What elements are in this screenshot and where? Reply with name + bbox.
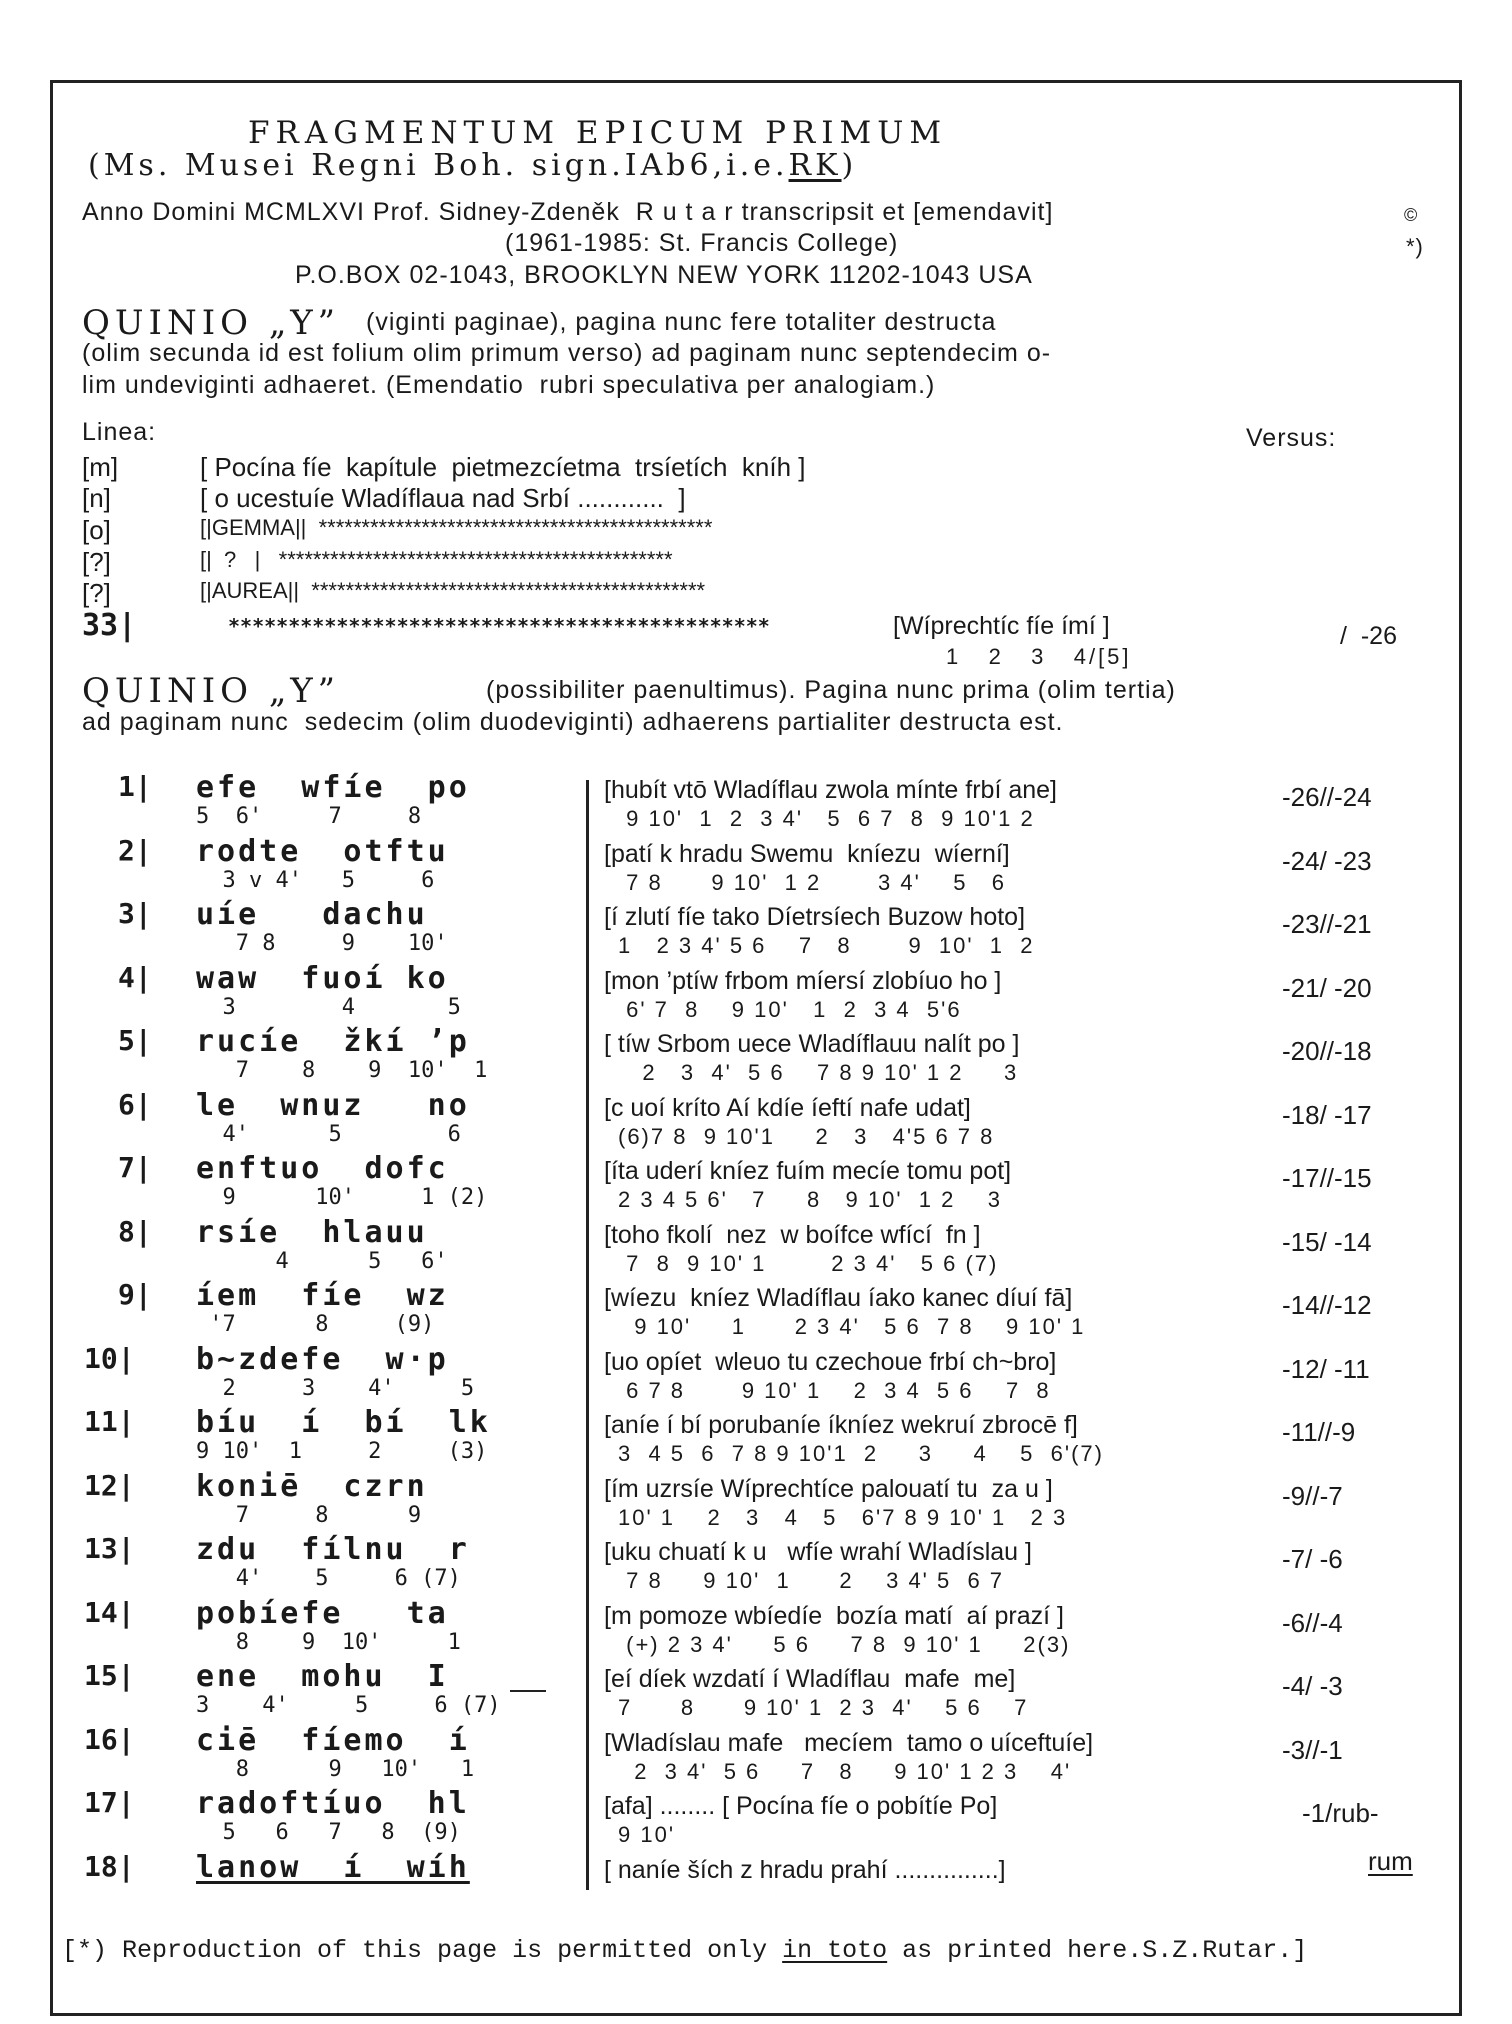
emend-num: [n] — [82, 483, 111, 513]
reconstructed-text: [toho fkolí nez w boífce wfící fn ] — [604, 1221, 981, 1249]
verse-fragment: ciē fíemo í — [196, 1723, 470, 1758]
quinio1-text-2: (olim secunda id est folium olim primum verso) ad paginam nunc septendecim o- — [82, 339, 1052, 367]
line-number: 15| — [84, 1659, 135, 1692]
line-number: 11| — [84, 1405, 135, 1438]
underline-mark — [510, 1690, 546, 1692]
verse-fragment: rodte otftu — [196, 834, 449, 869]
reconstructed-numbers: (+) 2 3 4' 5 6 7 8 9 10' 1 2(3) — [618, 1632, 1071, 1657]
line-number: 12| — [84, 1469, 135, 1502]
syllable-numbers: 4' 5 6 (7) — [196, 1566, 461, 1591]
verse-fragment: koniē czrn — [196, 1469, 428, 1504]
reconstructed-text: [Wladíslau mafe mecíem tamo o uíceftuíe] — [604, 1729, 1094, 1757]
line-number: 7| — [118, 1151, 152, 1184]
reconstructed-numbers: 6 7 8 9 10' 1 2 3 4 5 6 7 8 — [618, 1378, 1051, 1403]
verse-fragment: uíe dachu — [196, 897, 428, 932]
versus-range: -18/ -17 — [1282, 1100, 1372, 1130]
emend-line: [| ? | ********************************************** — [200, 547, 673, 572]
reconstructed-numbers: (6)7 8 9 10'1 2 3 4'5 6 7 8 — [618, 1124, 995, 1149]
reconstructed-text: [afa] ........ [ Pocína fíe o pobítíe Po] — [604, 1792, 998, 1820]
reconstructed-text: [í zlutí fíe tako Díetrsíech Buzow hoto] — [604, 903, 1026, 931]
reconstructed-text: [mon ’ptíw frbom míersí zlobíuo ho ] — [604, 967, 1002, 995]
line33-numbers: 1 2 3 4/[5] — [946, 644, 1132, 669]
ms-close: ) — [841, 148, 858, 183]
reconstructed-numbers: 9 10' 1 2 3 4' 5 6 7 8 9 10' 1 — [618, 1314, 1086, 1339]
address-line: P.O.BOX 02-1043, BROOKLYN NEW YORK 11202-1043 USA — [295, 261, 1033, 289]
copyright-mark: © — [1404, 205, 1419, 225]
verse-fragment: le wnuz no — [196, 1088, 470, 1123]
reconstructed-numbers: 3 4 5 6 7 8 9 10'1 2 3 4 5 6'(7) — [618, 1441, 1104, 1466]
verse-fragment: rsíe hlauu — [196, 1215, 428, 1250]
reconstructed-numbers: 1 2 3 4' 5 6 7 8 9 10' 1 2 — [618, 933, 1035, 958]
syllable-numbers: 9 10' 1 (2) — [196, 1185, 488, 1210]
line33-versus: / -26 — [1340, 622, 1397, 650]
emend-num: [o] — [82, 515, 111, 545]
reconstructed-text: [uku chuatí k u wfíe wrahí Wladíslau ] — [604, 1538, 1032, 1566]
reconstructed-numbers: 10' 1 2 3 4 5 6'7 8 9 10' 1 2 3 — [618, 1505, 1068, 1530]
versus-range: -14//-12 — [1282, 1290, 1372, 1320]
syllable-numbers: 7 8 9 10' — [196, 931, 448, 956]
emend-line: [|AUREA|| ********************************************** — [200, 578, 706, 603]
versus-range: -17//-15 — [1282, 1163, 1372, 1193]
verse-fragment: pobíefe ta — [196, 1596, 449, 1631]
quinio-heading-1: QUINIO „Y” — [82, 303, 341, 343]
emend-line: [ o ucestuíe Wladíflaua nad Srbí ............ ] — [200, 483, 686, 513]
versus-range: -3//-1 — [1282, 1735, 1343, 1765]
footnote-star: *) — [1406, 234, 1424, 259]
versus-range: -1/rub- — [1302, 1798, 1379, 1828]
versus-range: -24/ -23 — [1282, 846, 1372, 876]
reconstructed-text: [m pomoze wbíedíe bozía matí aí prazí ] — [604, 1602, 1064, 1630]
syllable-numbers: 2 3 4' 5 — [196, 1376, 475, 1401]
quinio-heading-2: QUINIO „Y” — [82, 671, 341, 711]
reconstructed-text: [eí díek wzdatí í Wladíflau mafe me] — [604, 1665, 1016, 1693]
syllable-numbers: 4 5 6' — [196, 1249, 448, 1274]
line-number: 4| — [118, 961, 152, 994]
syllable-numbers: 5 6 7 8 (9) — [196, 1820, 461, 1845]
verse-fragment: rucíe žkí ’p — [196, 1024, 470, 1059]
quinio2-text-2: ad paginam nunc sedecim (olim duodeviginti) adhaerens partialiter destructa est. — [82, 708, 1064, 736]
versus-range: rum — [1368, 1846, 1413, 1876]
versus-range: -15/ -14 — [1282, 1227, 1372, 1257]
versus-range: -12/ -11 — [1282, 1354, 1370, 1384]
reconstructed-text: [patí k hradu Swemu kníezu wíerní] — [604, 840, 1010, 868]
transcription-line: Anno Domini MCMLXVI Prof. Sidney-Zdeněk R u t a r transcripsit et [emendavit] — [82, 198, 1054, 226]
college-line: (1961-1985: St. Francis College) — [505, 229, 899, 257]
verse-fragment: zdu fílnu r — [196, 1532, 470, 1567]
reconstructed-text: [wíezu kníez Wladíflau íako kanec díuí fā] — [604, 1284, 1073, 1312]
reconstructed-text: [hubít vtō Wladíflau zwola mínte frbí ane] — [604, 776, 1058, 804]
reconstructed-numbers: 7 8 9 10' 1 2 3 4' 5 6 7 — [618, 1695, 1029, 1720]
footer-note — [62, 1936, 1307, 1965]
line-number: 8| — [118, 1215, 152, 1248]
line-number: 3| — [118, 897, 152, 930]
versus-range: -9//-7 — [1282, 1481, 1343, 1511]
emend-line: [|GEMMA|| ********************************************** — [200, 515, 713, 540]
line-number: 13| — [84, 1532, 135, 1565]
ms-rk: RK — [788, 148, 842, 183]
syllable-numbers: 3 v 4' 5 6 — [196, 868, 435, 893]
line-number: 6| — [118, 1088, 152, 1121]
line-number: 9| — [118, 1278, 152, 1311]
line-number: 18| — [84, 1850, 135, 1883]
syllable-numbers: 8 9 10' 1 — [196, 1757, 475, 1782]
verse-fragment: b~zdefe w·p — [196, 1342, 449, 1377]
reconstructed-numbers: 2 3 4' 5 6 7 8 9 10' 1 2 3 4' — [618, 1759, 1072, 1784]
reconstructed-numbers: 7 8 9 10' 1 2 3 4' 5 6 (7) — [618, 1251, 999, 1276]
emend-num: [m] — [82, 452, 119, 482]
reconstructed-text: [ tíw Srbom uece Wladíflauu nalít po ] — [604, 1030, 1020, 1058]
footer-signature: as printed here.S.Z.Rutar.] — [887, 1936, 1308, 1965]
reconstructed-numbers: 9 10' — [618, 1822, 676, 1847]
versus-range: -23//-21 — [1282, 909, 1372, 939]
document-title: FRAGMENTUM EPICUM PRIMUM — [248, 115, 948, 151]
quinio2-text-1: (possibiliter paenultimus). Pagina nunc prima (olim tertia) — [486, 676, 1176, 704]
syllable-numbers: 3 4' 5 6 (7) — [196, 1693, 501, 1718]
manuscript-signature — [88, 148, 857, 183]
reconstructed-text: [c uoí kríto Aí kdíe íeftí nafe udat] — [604, 1094, 971, 1122]
verse-fragment: radoftíuo hl — [196, 1786, 470, 1821]
versus-range: -11//-9 — [1282, 1417, 1356, 1447]
versus-label: Versus: — [1246, 424, 1337, 452]
reconstructed-numbers: 2 3 4 5 6' 7 8 9 10' 1 2 3 — [618, 1187, 1003, 1212]
line-number: 14| — [84, 1596, 135, 1629]
syllable-numbers: 8 9 10' 1 — [196, 1630, 461, 1655]
line-number-33: 33| — [82, 608, 137, 643]
syllable-numbers: 9 10' 1 2 (3) — [196, 1439, 488, 1464]
versus-range: -4/ -3 — [1282, 1671, 1343, 1701]
emend-num: [?] — [82, 547, 111, 577]
quinio1-text-3: lim undeviginti adhaeret. (Emendatio rubri speculativa per analogiam.) — [82, 371, 936, 399]
reconstructed-numbers: 6' 7 8 9 10' 1 2 3 4 5'6 — [618, 997, 962, 1022]
footer-in-toto: in toto — [782, 1936, 888, 1965]
line-number: 17| — [84, 1786, 135, 1819]
syllable-numbers: 5 6' 7 8 — [196, 804, 422, 829]
syllable-numbers: 3 4 5 — [196, 995, 461, 1020]
column-divider — [586, 780, 589, 1890]
reconstructed-text: [ím uzrsíe Wíprechtíce palouatí tu za u ] — [604, 1475, 1053, 1503]
verse-fragment: waw fuoí ko — [196, 961, 449, 996]
versus-range: -20//-18 — [1282, 1036, 1372, 1066]
reconstructed-text: [íta uderí kníez fuím mecíe tomu pot] — [604, 1157, 1012, 1185]
versus-range: -21/ -20 — [1282, 973, 1372, 1003]
line33-stars: ********************************************* — [228, 614, 770, 638]
verse-fragment: bíu í bí lk — [196, 1405, 491, 1440]
line-number: 10| — [84, 1342, 135, 1375]
line-number: 5| — [118, 1024, 152, 1057]
linea-label: Linea: — [82, 418, 157, 446]
verse-fragment: lanow í wíh — [196, 1850, 470, 1885]
reconstructed-numbers: 7 8 9 10' 1 2 3 4' 5 6 7 — [618, 1568, 1005, 1593]
line-number: 1| — [118, 770, 152, 803]
reconstructed-numbers: 9 10' 1 2 3 4' 5 6 7 8 9 10'1 2 — [618, 806, 1035, 831]
syllable-numbers: 4' 5 6 — [196, 1122, 461, 1147]
reconstructed-text: [ naníe ších z hradu prahí ...............] — [604, 1856, 1006, 1884]
quinio1-text-1: (viginti paginae), pagina nunc fere totaliter destructa — [366, 308, 997, 336]
emend-line: [ Pocína fíe kapítule pietmezcíetma trsíetích kníh ] — [200, 452, 806, 482]
reconstructed-text: [uo opíet wleuo tu czechoue frbí ch~bro] — [604, 1348, 1057, 1376]
syllable-numbers: 7 8 9 — [196, 1503, 422, 1528]
verse-fragment: íem fíe wz — [196, 1278, 449, 1313]
line-number: 16| — [84, 1723, 135, 1756]
emend-num: [?] — [82, 578, 111, 608]
line33-text: [Wíprechtíc fíe ímí ] — [893, 612, 1110, 640]
versus-range: -26//-24 — [1282, 782, 1372, 812]
verse-fragment: efe wfíe po — [196, 770, 470, 805]
footer-text: [*) Reproduction of this page is permitted only — [62, 1936, 783, 1965]
syllable-numbers: '7 8 (9) — [196, 1312, 435, 1337]
line-number: 2| — [118, 834, 152, 867]
versus-range: -6//-4 — [1282, 1608, 1343, 1638]
syllable-numbers: 7 8 9 10' 1 — [196, 1058, 488, 1083]
verse-fragment: ene mohu I — [196, 1659, 449, 1694]
ms-text: (Ms. Musei Regni Boh. sign.IAb6,i.e. — [88, 148, 789, 183]
verse-fragment: enftuo dofc — [196, 1151, 449, 1186]
reconstructed-text: [aníe í bí porubaníe íkníez wekruí zbrocē f] — [604, 1411, 1078, 1439]
reconstructed-numbers: 7 8 9 10' 1 2 3 4' 5 6 — [618, 870, 1007, 895]
reconstructed-numbers: 2 3 4' 5 6 7 8 9 10' 1 2 3 — [618, 1060, 1019, 1085]
versus-range: -7/ -6 — [1282, 1544, 1343, 1574]
